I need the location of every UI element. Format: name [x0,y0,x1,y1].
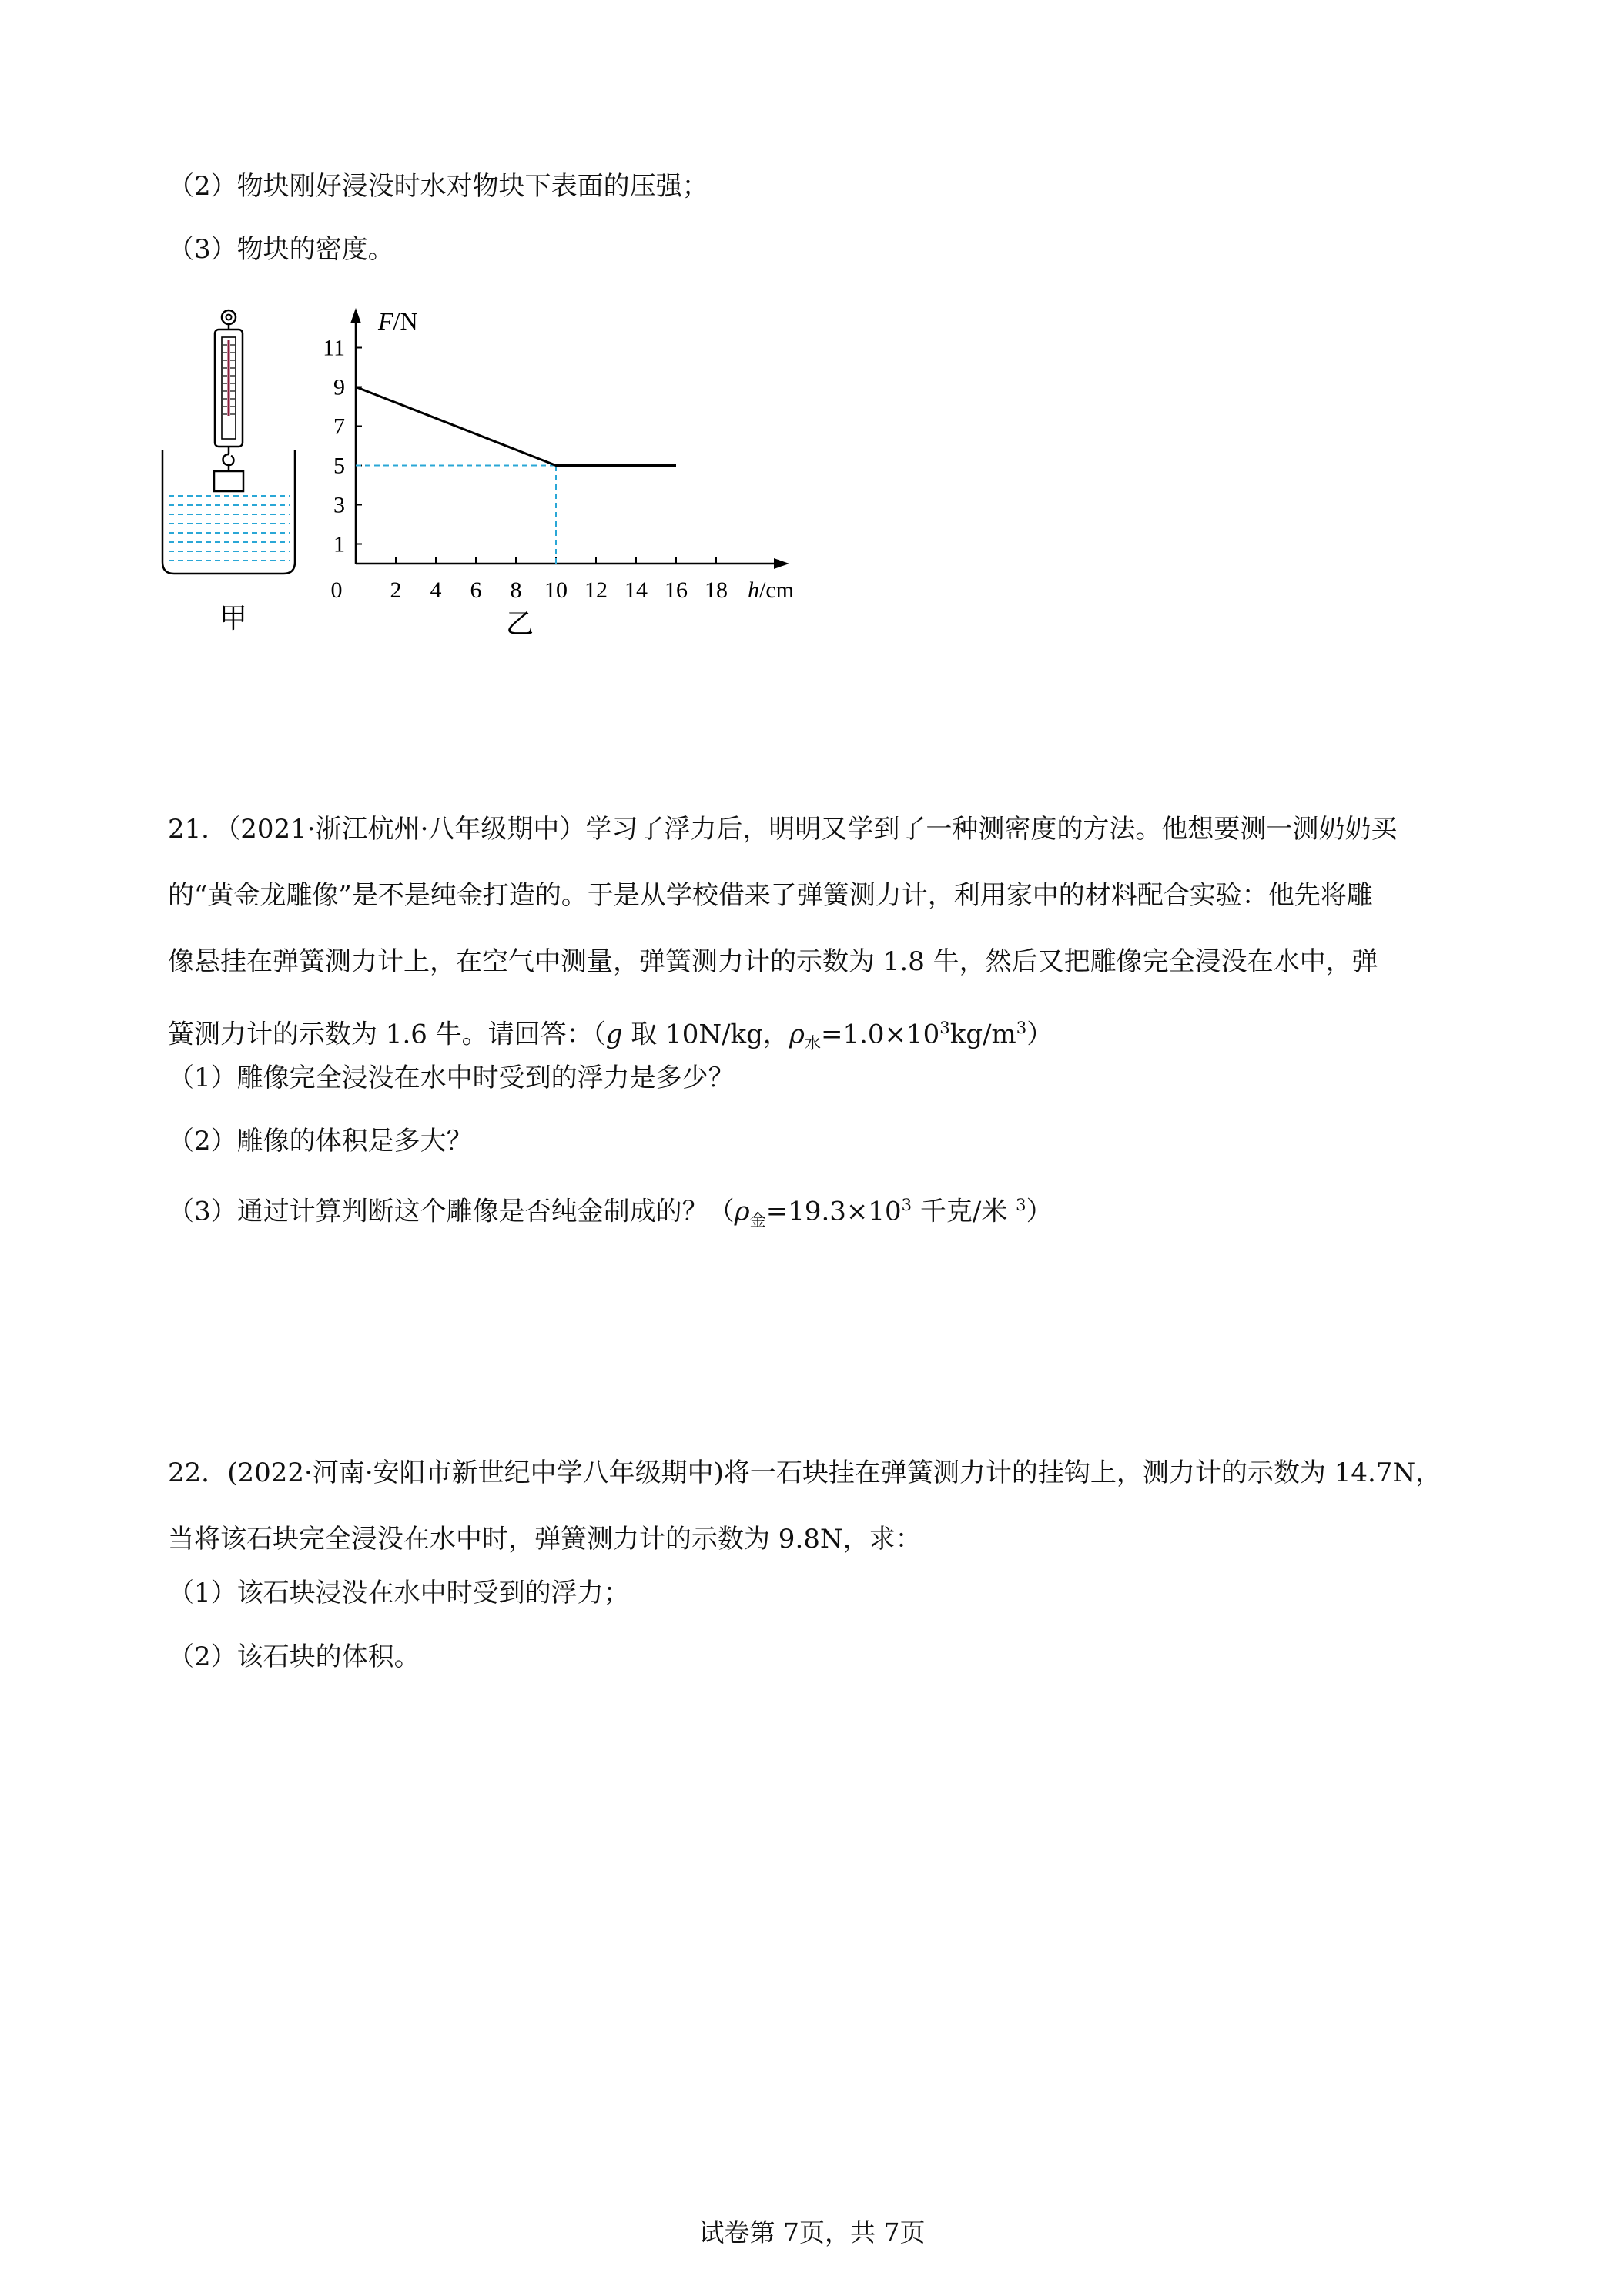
y-tick-label: 3 [333,492,345,518]
label-yi: 乙 [506,608,534,639]
x-tick-label: 12 [584,577,608,603]
x-tick-label: 14 [624,577,648,603]
y-tick-label: 1 [333,531,345,557]
x-axis-label: h/cm [748,577,794,603]
question-part-2: （2）物块刚好浸没时水对物块下表面的压强； [168,171,708,202]
question-22 [168,1440,1454,1572]
x-tick-label: 2 [390,577,402,603]
y-axis-label: F/N [378,307,418,335]
q21-line-3: 像悬挂在弹簧测力计上，在空气中测量，弹簧测力计的示数为 1.8 牛，然后又把雕像完全浸没在水中，弹 [168,946,1378,977]
series-line [356,387,676,466]
y-tick-label: 7 [333,413,345,440]
figure-svg [158,300,820,647]
x-tick-label: 18 [705,577,728,603]
q22-part-1: （1）该石块浸没在水中时受到的浮力； [168,1578,630,1608]
origin-label: 0 [330,577,343,603]
label-jia: 甲 [219,603,248,634]
figure [158,300,820,647]
q21-line-2: 的“黄金龙雕像”是不是纯金打造的。于是从学校借来了弹簧测力计，利用家中的材料配合实验：他先将雕 [168,880,1373,911]
y-tick-label: 5 [333,453,345,479]
water [169,496,290,561]
x-tick-label: 6 [470,577,482,603]
y-tick-label: 9 [333,374,345,400]
q21-line-4: 簧测力计的示数为 1.6 牛。请回答：（g 取 10N/kg，$\rho_水=1.0\times 10^3kg/m^3$） [168,1018,1053,1053]
q21-line-1: 21．（2021·浙江杭州·八年级期中）学习了浮力后，明明又学到了一种测密度的方法。他想要测一测奶奶买 [168,814,1398,845]
q22-part-2: （2）该石块的体积。 [168,1642,420,1672]
q21-part-3: （3）通过计算判断这个雕像是否纯金制成的？（$\rho_金=19.3\times 10^3$ 千克/米 $^3$） [168,1195,1053,1230]
q22-line-1: 22．(2022·河南·安阳市新世纪中学八年级期中)将一石块挂在弹簧测力计的挂钩上，测力计的示数为 14.7N， [168,1458,1442,1488]
y-axis-arrow [350,308,361,323]
x-tick-label: 4 [430,577,442,603]
question-part-3: （3）物块的密度。 [168,234,394,265]
question-21 [168,796,1454,1076]
x-tick-label: 8 [510,577,522,603]
f-h-graph [323,307,794,603]
x-tick-label: 10 [544,577,568,603]
spring-scale-apparatus [162,310,295,574]
x-tick-label: 16 [665,577,688,603]
x-axis-arrow [774,558,789,569]
y-tick-label: 11 [323,335,345,361]
q21-part-1: （1）雕像完全浸没在水中时受到的浮力是多少？ [168,1063,735,1093]
page-footer: 试卷第 7页，共 7页 [698,2217,926,2247]
q21-part-2: （2）雕像的体积是多大？ [168,1126,473,1156]
q22-line-2: 当将该石块完全浸没在水中时，弹簧测力计的示数为 9.8N，求： [168,1524,922,1555]
